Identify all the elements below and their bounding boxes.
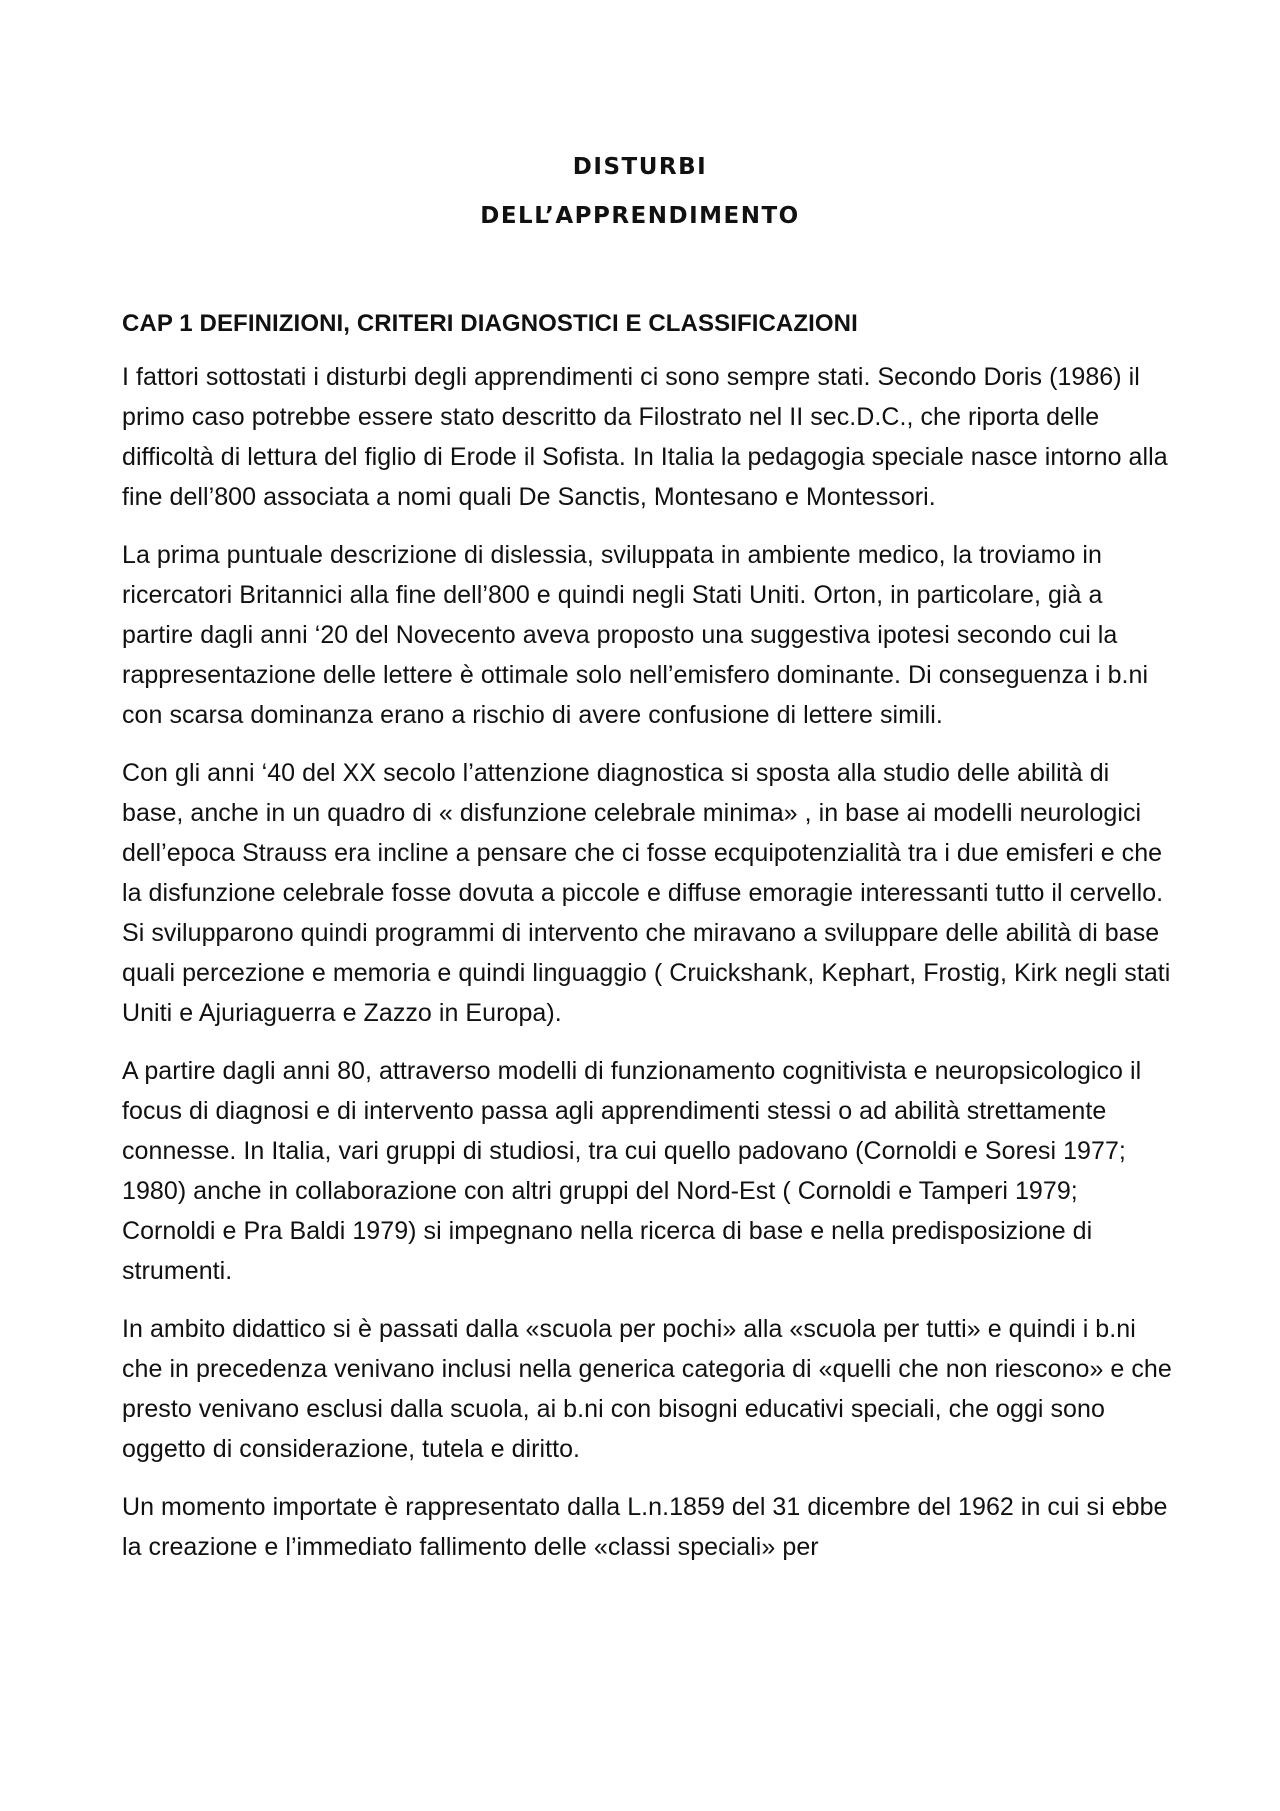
paragraph-3: Con gli anni ‘40 del XX secolo l’attenzione diagnostica si sposta alla studio delle abilità di base, anche in un quadro di « disfunzione celebrale minima» , in base ai modelli neurologici dell’epoca Strauss era incline a pensare che ci fosse ecquipotenzialità tra i due emisferi e che la disfunzione celebrale fosse dovuta a piccole e diffuse emoragie interessanti tutto il cervello. Si svilupparono quindi programmi di intervento che miravano a sviluppare delle abilità di base quali percezione e memoria e quindi linguaggio ( Cruickshank, Kephart, Frostig, Kirk negli stati Uniti e Ajuriaguerra e Zazzo in Europa). [122,759,1171,1027]
title-line-2: DELL’APPRENDIMENTO [480,203,800,229]
paragraph-5: In ambito didattico si è passati dalla «scuola per pochi» alla «scuola per tutti» e quindi i b.ni che in precedenza venivano inclusi nella generica categoria di «quelli che non riescono» e che presto venivano esclusi dalla scuola, ai b.ni con bisogni educativi speciali, che oggi sono oggetto di considerazione, tutela e diritto. [122,1315,1172,1463]
title-line-1: DISTURBI [572,154,708,180]
paragraph-1: I fattori sottostati i disturbi degli apprendimenti ci sono sempre stati. Secondo Doris (1986) il primo caso potrebbe essere stato descritto da Filostrato nel II sec.D.C., che riporta delle difficoltà di lettura del figlio di Erode il Sofista. In Italia la pedagogia speciale nasce intorno alla fine dell’800 associata a nomi quali De Sanctis, Montesano e Montessori. [122,363,1168,511]
chapter-heading: CAP 1 DEFINIZIONI, CRITERI DIAGNOSTICI E CLASSIFICAZIONI [122,310,858,337]
paragraph-2: La prima puntuale descrizione di dislessia, sviluppata in ambiente medico, la troviamo in ricercatori Britannici alla fine dell’800 e quindi negli Stati Uniti. Orton, in particolare, già a partire dagli anni ‘20 del Novecento aveva proposto una suggestiva ipotesi secondo cui la rappresentazione delle lettere è ottimale solo nell’emisfero dominante. Di conseguenza i b.ni con scarsa dominanza erano a rischio di avere confusione di lettere simili. [122,541,1149,729]
paragraph-4: A partire dagli anni 80, attraverso modelli di funzionamento cognitivista e neuropsicologico il focus di diagnosi e di intervento passa agli apprendimenti stessi o ad abilità strettamente connesse. In Italia, vari gruppi di studiosi, tra cui quello padovano (Cornoldi e Soresi 1977; 1980) anche in collaborazione con altri gruppi del Nord-Est ( Cornoldi e Tamperi 1979; Cornoldi e Pra Baldi 1979) si impegnano nella ricerca di base e nella predisposizione di strumenti. [122,1057,1142,1285]
paragraph-6: Un momento importate è rappresentato dalla L.n.1859 del 31 dicembre del 1962 in cui si ebbe la creazione e l’immediato fallimento delle «classi speciali» per [122,1493,1168,1561]
document-body [122,305,1172,1585]
